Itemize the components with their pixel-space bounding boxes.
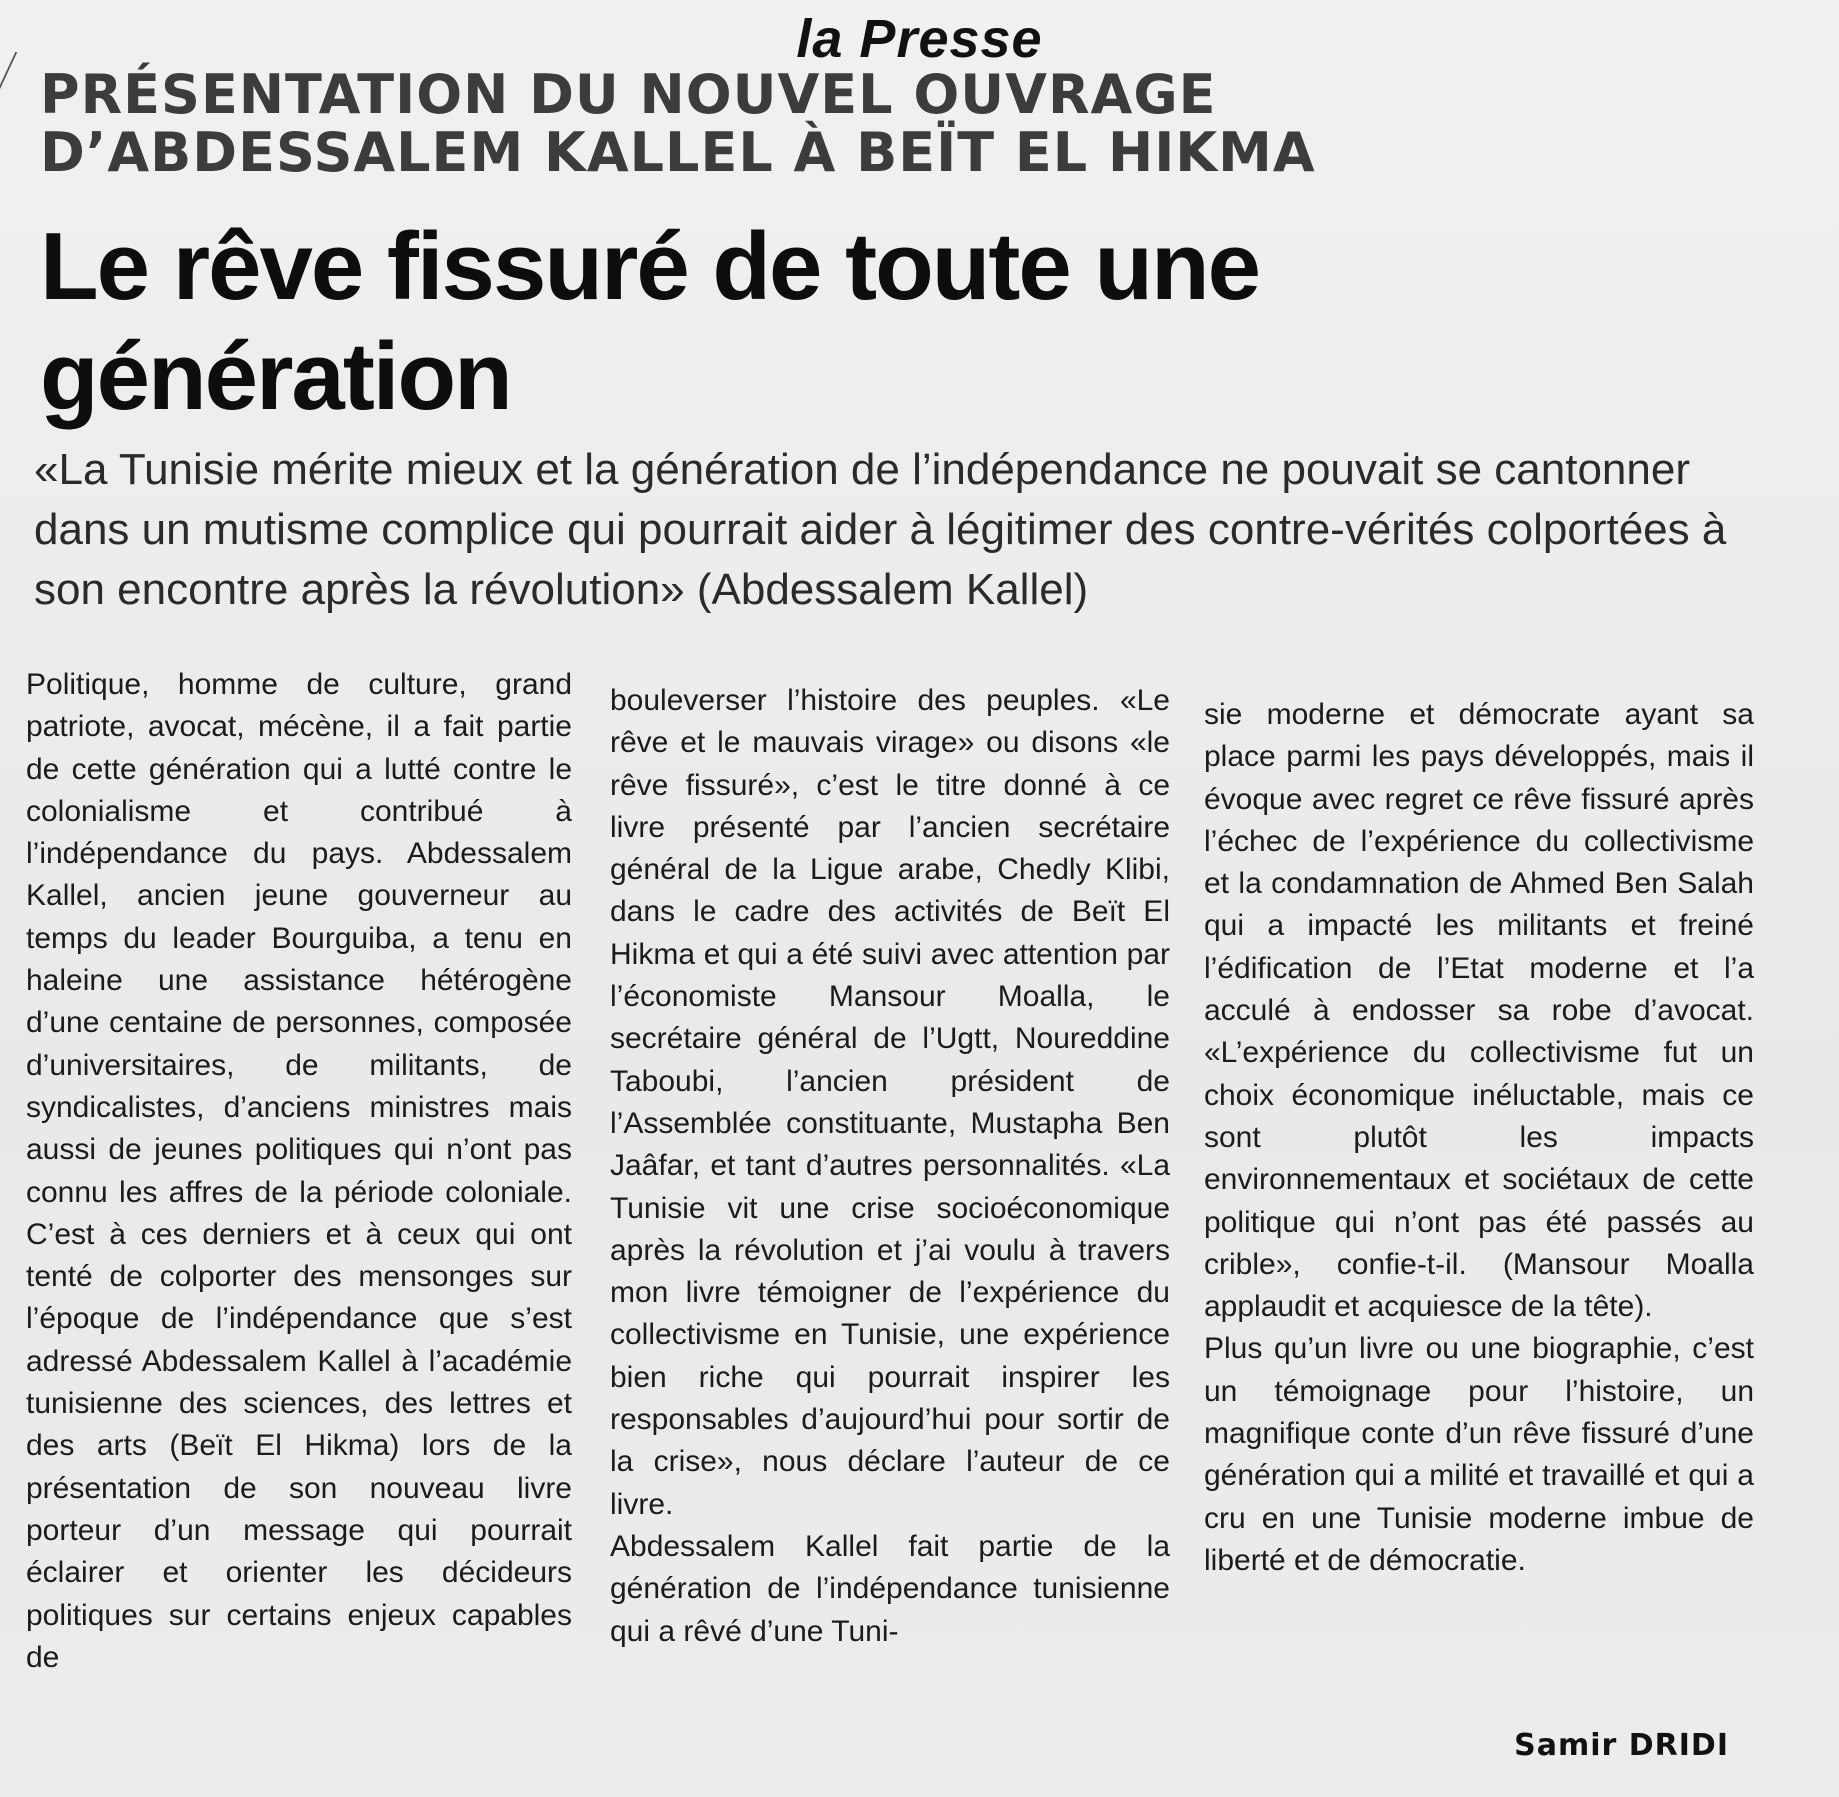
column-1-text: Politique, homme de culture, grand patriote, avocat, mécène, il a fait partie de cette génération qui a lutté contre le colonialisme et contribué à l’indépendance du pays. Abdessalem Kallel, ancien jeune gouverneur au temps du leader Bourguiba, a tenu en haleine une assistance hétérogène d’une centaine de personnes, composée d’universitaires, de militants, de syndicalistes, d’anciens ministres mais aussi de jeunes politiques qui n’ont pas connu les affres de la période coloniale. C’est à ces derniers et à ceux qui ont tenté de colporter des mensonges sur l’époque de l’indépendance que s’est adressé Abdessalem Kallel à l’académie tunisienne des sciences, des lettres et des arts (Beït El Hikma) lors de la présentation de son nouveau livre porteur d’un message qui pourrait éclairer et orienter les décideurs politiques sur certains enjeux capables de bbox=[26, 668, 572, 1674]
column-2-continuation: Abdessalem Kallel fait partie de la génération de l’indépendance tunisienne qui a rêvé d’une Tuni- bbox=[610, 1529, 1170, 1648]
publication-name: la Presse bbox=[796, 9, 1043, 69]
column-3-text: sie moderne et démocrate ayant sa place parmi les pays développés, mais il évoque avec regret ce rêve fissuré après l’échec de l’expérience du collectivisme et la condamnation de Ahmed Ben Salah qui a impacté les militants et freiné l’édification de l’Etat moderne et l’a acculé à endosser sa robe d’avocat. «L’expérience du collectivisme fut un choix économique inéluctable, mais ce sont plutôt les impacts environnementaux et sociétaux de cette politique qui n’ont pas été passés au crible», confie-t-il. (Mansour Moalla applaudit et acquiesce de la tête). bbox=[1204, 698, 1754, 1324]
column-3-continuation: Plus qu’un livre ou une biographie, c’est un témoignage pour l’histoire, un magnifique conte d’un rêve fissuré d’une génération qui a milité et travaillé et qui a cru en une Tunisie moderne imbue de liberté et de démocratie. bbox=[1204, 1332, 1754, 1577]
article-kicker: PRÉSENTATION DU NOUVEL OUVRAGE D’ABDESSALEM KALLEL À BEÏT EL HIKMA bbox=[40, 63, 1316, 184]
article-column-1 bbox=[26, 664, 572, 1744]
article-byline: Samir DRIDI bbox=[1514, 1728, 1729, 1763]
article-column-2 bbox=[610, 680, 1170, 1760]
article-headline: Le rêve fissuré de toute une génération bbox=[40, 213, 1260, 430]
column-2-text: bouleverser l’histoire des peuples. «Le rêve et le mauvais virage» ou disons «le rêve fissuré», c’est le titre donné à ce livre présenté par l’ancien secrétaire général de la Ligue arabe, Chedly Klibi, dans le cadre des activités de Beït El Hikma et qui a été suivi avec attention par l’économiste Mansour Moalla, le secrétaire général de l’Ugtt, Noureddine Taboubi, l’ancien président de l’Assemblée constituante, Mustapha Ben Jaâfar, et tant d’autres personnalités. «La Tunisie vit une crise socioéconomique après la révolution et j’ai voulu à travers mon livre témoigner de l’expérience du collectivisme en Tunisie, une expérience bien riche qui pourrait inspirer les responsables d’aujourd’hui pour sortir de la crise», nous déclare l’auteur de ce livre. bbox=[610, 684, 1170, 1521]
article-column-3 bbox=[1204, 694, 1754, 1774]
article-lede: «La Tunisie mérite mieux et la génération de l’indépendance ne pouvait se cantonner dans un mutisme complice qui pourrait aider à légitimer des contre-vérités colportées à son encontre après la révolution» (Abdessalem Kallel) bbox=[34, 445, 1727, 614]
